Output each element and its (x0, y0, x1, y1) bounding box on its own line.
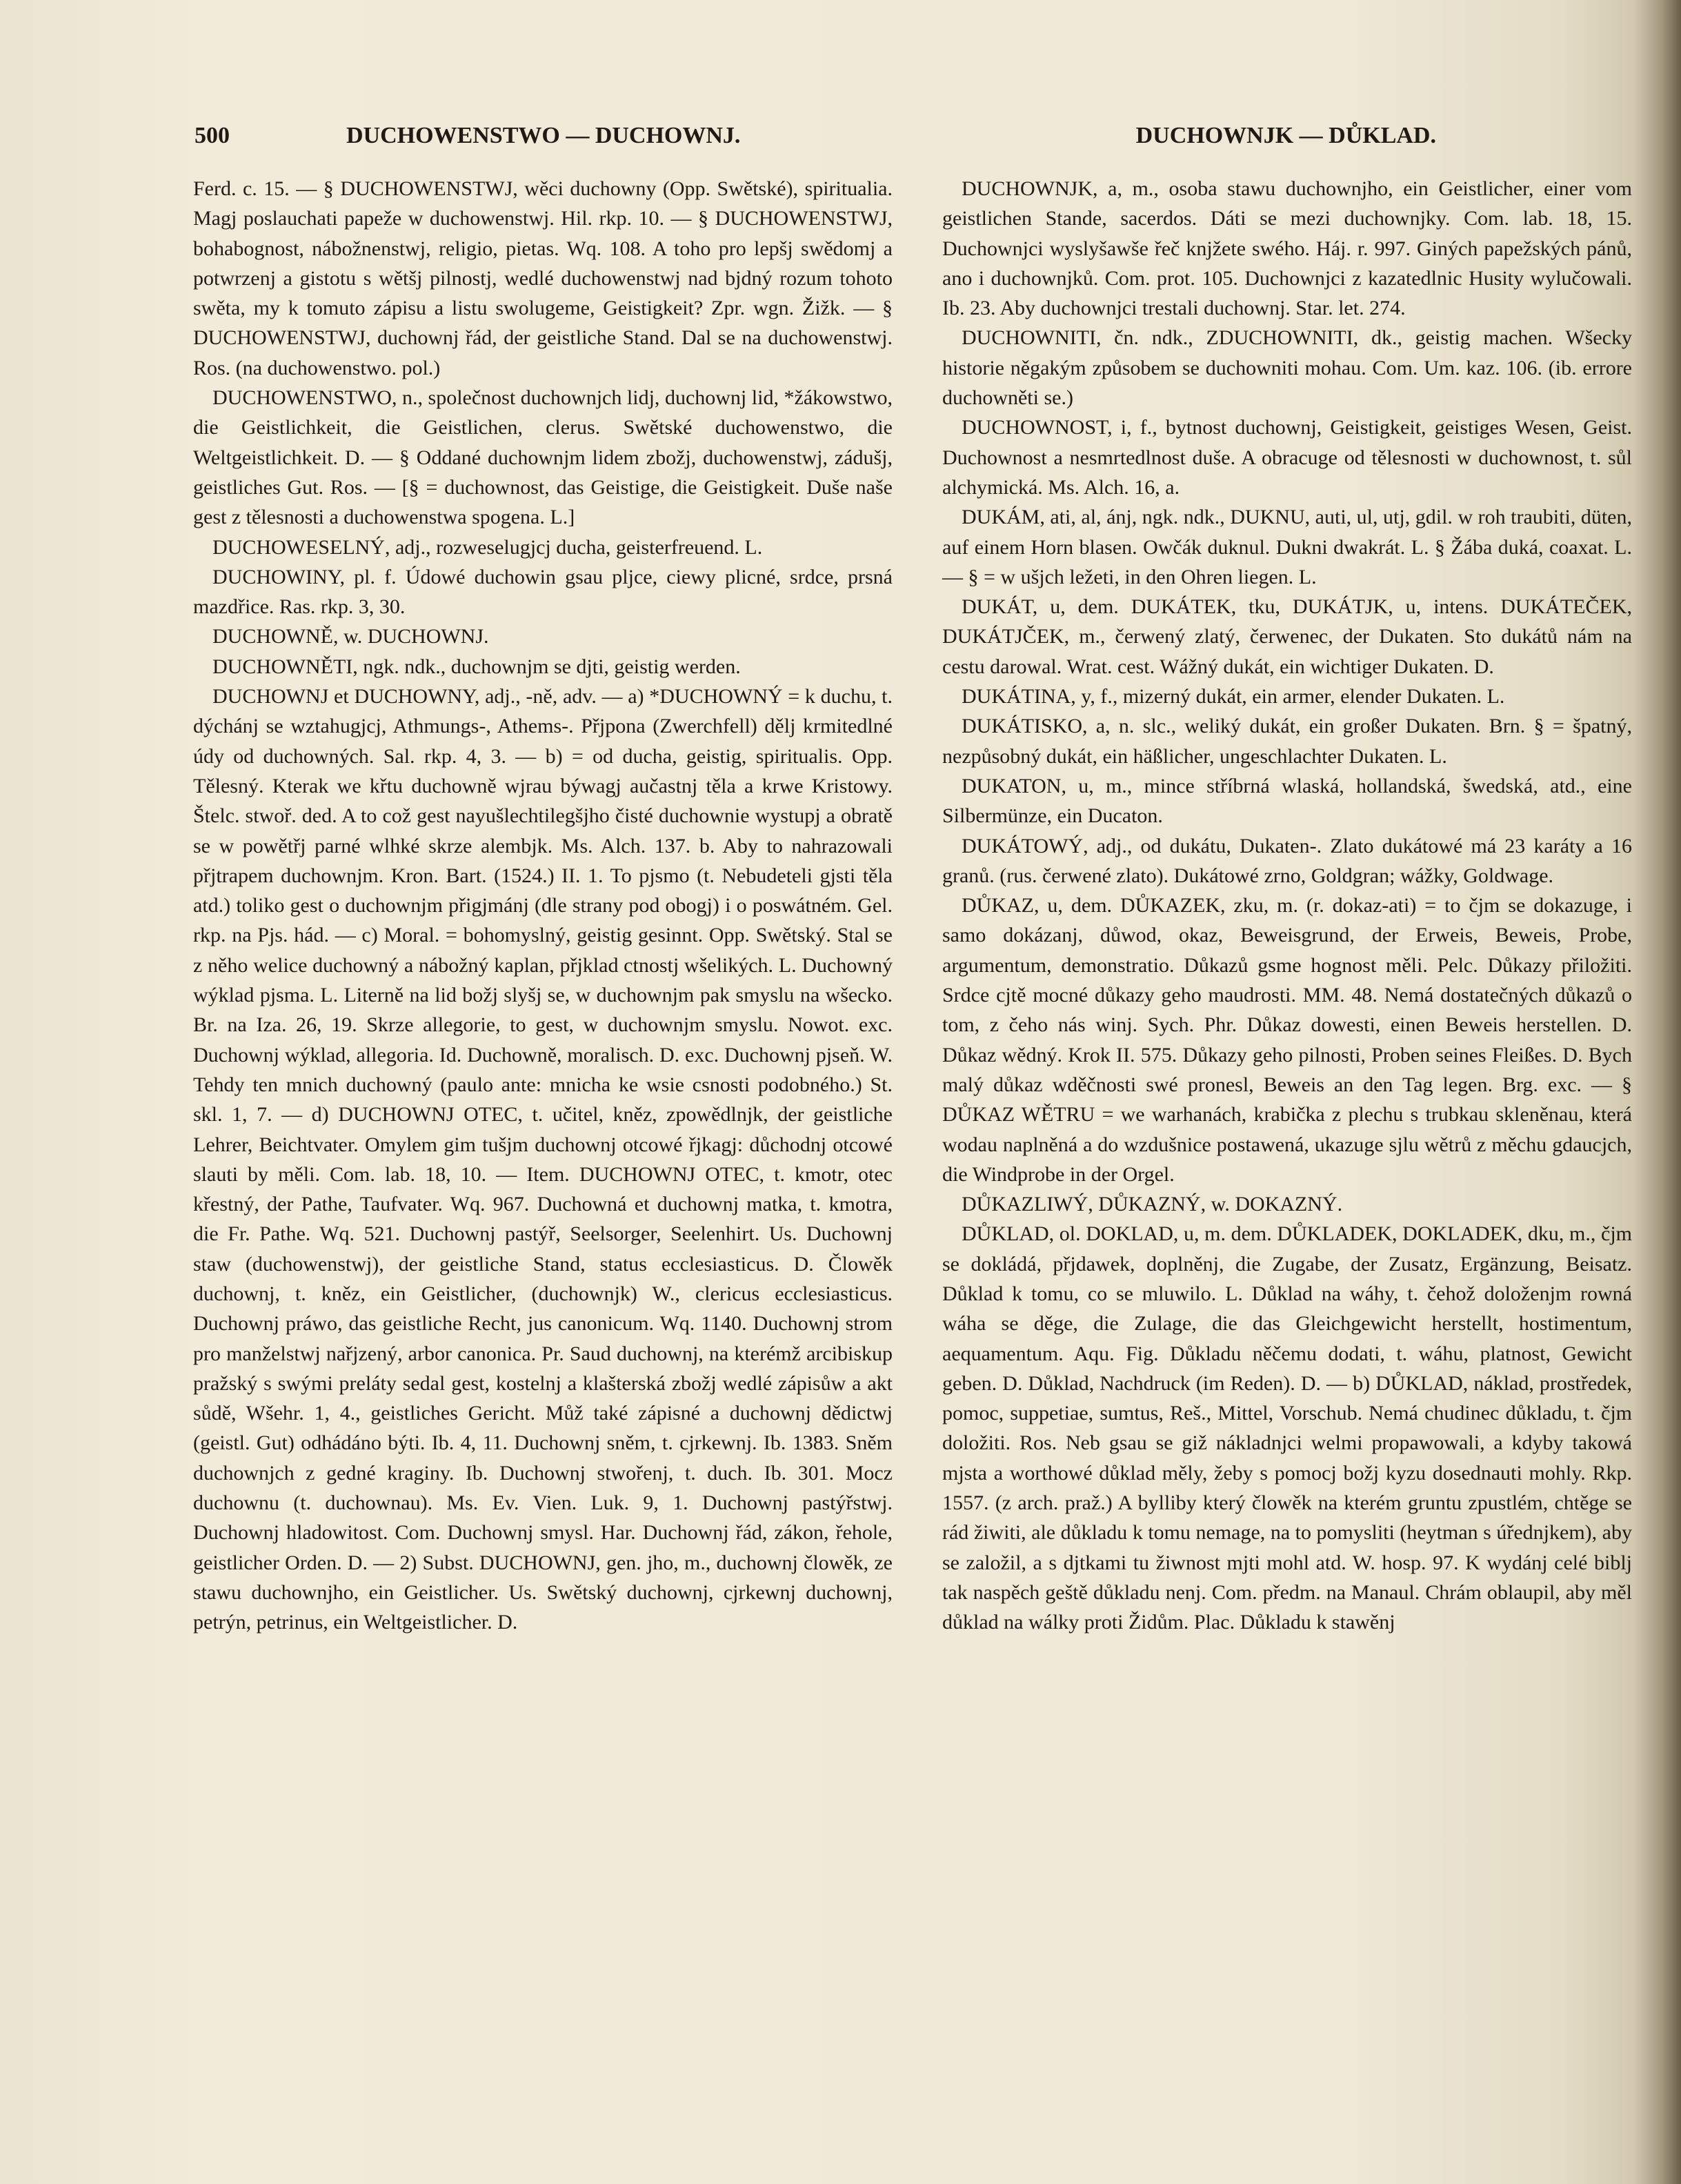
left-column (193, 174, 893, 1638)
dictionary-entry: DUCHOWNĚTI, ngk. ndk., duchownjm se djti, geistig werden. (212, 655, 741, 678)
dictionary-entry: DUCHOWESELNÝ, adj., rozweselugjcj ducha, geisterfreuend. L. (212, 535, 763, 559)
dictionary-entry: DUCHOWENSTWO, n., společnost duchownjch lidj, duchownj lid, *žákowstwo, die Geistlichkeit, die Geistlichen, clerus. Swětské duchowenstwo, die Weltgeistlichkeit. D. — § Oddané duchownjm lidem zbožj, duchowenstwj, zádušj, geistliches Gut. Ros. — [§ = duchownost, das Geistige, die Geistigkeit. Duše naše gest z tělesnosti a duchowenstwa spogena. L.] (193, 386, 893, 529)
dictionary-entry: DŮKAZ, u, dem. DŮKAZEK, zku, m. (r. dokaz-ati) = to čjm se dokazuge, i samo dokázanj, důwod, okaz, Beweisgrund, der Erweis, Beweis, Probe, argumentum, demonstratio. Důkazů gsme hognost měli. Pelc. Důkazy přiložiti. Srdce cjtě mocné důkazy geho maudrosti. MM. 48. Nemá dostatečných důkazů o tom, z čeho nás winj. Sych. Phr. Důkaz dowesti, einen Beweis herstellen. D. Důkaz wědný. Krok II. 575. Důkazy geho pilnosti, Proben seines Fleißes. D. Bych malý důkaz wděčnosti swé pronesl, Beweis an den Tag legen. Brg. exc. — § DŮKAZ WĚTRU = we warhanách, krabička z plechu s trubkau skleněnau, která wodau naplněná a do wzdušnice postawená, ukazuge sjlu wětrů z měchu gdaucjch, die Windprobe in der Orgel. (942, 894, 1632, 1186)
dictionary-entry: DUCHOWNĚ, w. DUCHOWNJ. (212, 625, 489, 648)
dictionary-entry: DŮKLAD, ol. DOKLAD, u, m. dem. DŮKLADEK, DOKLADEK, dku, m., čjm se dokládá, přjdawek, doplněnj, die Zugabe, der Zusatz, Ergänzung, Beisatz. Důklad k tomu, co se mluwilo. L. Důklad na wáhy, t. čehož doloženjm rowná wáha se děge, die Zulage, die das Gleichgewicht herstellt, hostimentum, aequamentum. Aqu. Fig. Důkladu něčemu dodati, t. wáhu, platnost, Gewicht geben. D. Důklad, Nachdruck (im Reden). D. — b) DŮKLAD, náklad, prostředek, pomoc, suppetiae, sumtus, Reš., Mittel, Vorschub. Nemá chudinec důkladu, t. čjm doložiti. Ros. Neb gsau se giž nákladnjci welmi propawowali, a kdyby takowá mjsta a worthowé důklad měly, žeby s pomocj božj kyzu dosednauti mohly. Rkp. 1557. (z arch. praž.) A bylliby který člowěk na kterém gruntu zpustlém, chtěge se rád žiwiti, ale důkladu k tomu nemage, na to pomysliti (heytman s úřednjkem), aby se založil, a s djtkami tu žiwnost mjti mohl atd. W. hosp. 97. K wydánj celé biblj tak naspěch geště důkladu nenj. Com. předm. na Manaul. Chrám oblaupil, aby měl důklad na wálky proti Židům. Plac. Důkladu k stawěnj (942, 1222, 1632, 1634)
dictionary-entry: Ferd. c. 15. — § DUCHOWENSTWJ, wěci duchowny (Opp. Swětské), spiritualia. Magj poslauchati papeže w duchowenstwj. Hil. rkp. 10. — § DUCHOWENSTWJ, bohabognost, nábožnenstwj, religio, pietas. Wq. 108. A toho pro lepšj swědomj a potwrzenj a gistotu s wětšj pilnostj, wedlé duchowenstwj nad bjdný rozum tohoto swěta, my k tomuto zápisu a listu swolugeme, Geistigkeit? Zpr. wgn. Žižk. — § DUCHOWENSTWJ, duchownj řád, der geistliche Stand. Dal se na duchowenstwj. Ros. (na duchowenstwo. pol.) (193, 177, 893, 379)
dictionary-entry: DUCHOWINY, pl. f. Údowé duchowin gsau pljce, ciewy plicné, srdce, prsná mazdřice. Ras. rkp. 3, 30. (193, 565, 893, 619)
dictionary-entry: DUKÁTINA, y, f., mizerný dukát, ein armer, elender Dukaten. L. (962, 685, 1505, 708)
page-header (195, 123, 1436, 157)
dictionary-entry: DŮKAZLIWÝ, DŮKAZNÝ, w. DOKAZNÝ. (962, 1193, 1343, 1216)
dictionary-entry: DUCHOWNOST, i, f., bytnost duchownj, Geistigkeit, geistiges Wesen, Geist. Duchownost a nesmrtedlnost duše. A obracuge od tělesnosti w duchownost, t. sůl alchymická. Ms. Alch. 16, a. (942, 416, 1632, 499)
dictionary-entry: DUKÁT, u, dem. DUKÁTEK, tku, DUKÁTJK, u, intens. DUKÁTEČEK, DUKÁTJČEK, m., čerwený zlatý, čerwenec, der Dukaten. Sto dukátů nám na cestu darowal. Wrat. cest. Wážný dukát, ein wichtiger Dukaten. D. (942, 595, 1632, 678)
dictionary-entry: DUCHOWNJ et DUCHOWNY, adj., -ně, adv. — a) *DUCHOWNÝ = k duchu, t. dýchánj se wztahugjcj, Athmungs-, Athems-. Přjpona (Zwerchfell) dělj krmitedlné údy od duchowných. Sal. rkp. 4, 3. — b) = od ducha, geistig, spiritualis. Opp. Tělesný. Kterak we křtu duchowně wjrau býwagj aučastnj těla a krwe Kristowy. Štelc. stwoř. ded. A to což gest nayušlechtilegšjho čisté duchownie wystupj a obratě se w powětřj parné wlhké skrze alembjk. Ms. Alch. 137. b. Aby to nahrazowali přjtrapem duchownjm. Kron. Bart. (1524.) II. 1. To pjsmo (t. Nebudeteli gjsti těla atd.) toliko gest o duchownjm přigjmánj (dle strany pod obogj) i o poswátném. Gel. rkp. na Pjs. hád. — c) Moral. = bohomyslný, geistig gesinnt. Opp. Swětský. Stal se z něho welice duchowný a nábožný kaplan, přjklad ctnostj wšelikých. L. Duchowný wýklad pjsma. L. Literně na lid božj slyšj se, w duchownjm pak smyslu na wšecko. Br. na Iza. 26, 19. Skrze allegorie, to gest, w duchownjm smyslu. Nowot. exc. Duchownj wýklad, allegoria. Id. Duchowně, moralisch. D. exc. Duchownj pjseň. W. Tehdy ten mnich duchowný (paulo ante: mnicha ke wsie csnosti podobného.) St. skl. 1, 7. — d) DUCHOWNJ OTEC, t. učitel, kněz, zpowědlnjk, der geistliche Lehrer, Beichtvater. Omylem gim tušjm duchownj otcowé řjkagj: důchodnj otcowé slauti by měli. Com. lab. 18, 10. — Item. DUCHOWNJ OTEC, t. kmotr, otec křestný, der Pathe, Taufvater. Wq. 967. Duchowná et duchownj matka, t. kmotra, die Fr. Pathe. Wq. 521. Duchownj pastýř, Seelsorger, Seelenhirt. Us. Duchownj staw (duchowenstwj), der geistliche Stand, status ecclesiasticus. D. Člowěk duchownj, t. kněz, ein Geistlicher, (duchownjk) W., clericus ecclesiasticus. Duchownj práwo, das geistliche Recht, jus canonicum. Wq. 1140. Duchownj strom pro manželstwj nařjzený, arbor canonica. Pr. Saud duchownj, na kterémž arcibiskup pražský s swými preláty sedal gest, kostelnj a klašterská zbožj wedlé zápisůw a akt sůdě, Wšehr. 1, 4., geistliches Gericht. Můž také zápisné a duchownj dědictwj (geistl. Gut) odhádáno býti. Ib. 4, 11. Duchownj sněm, t. cjrkewnj. Ib. 1383. Sněm duchownjch z gedné kraginy. Ib. Duchownj stwořenj, t. duch. Ib. 301. Mocz duchownu (t. duchownau). Ms. Ev. Vien. Luk. 9, 1. Duchownj pastýřstwj. Duchownj hladowitost. Com. Duchownj smysl. Har. Duchownj řád, zákon, řehole, geistlicher Orden. D. — 2) Subst. DUCHOWNJ, gen. jho, m., duchownj člowěk, ze stawu duchownjho, ein Geistlicher. Us. Swětský duchownj, cjrkewnj duchownj, petrýn, petrinus, ein Weltgeistlicher. D. (193, 685, 893, 1634)
page-number: 500 (195, 123, 230, 148)
dictionary-entry: DUKÁTISKO, a, n. slc., weliký dukát, ein großer Dukaten. Brn. § = špatný, nezpůsobný dukát, ein häßlicher, ungeschlachter Dukaten. L. (942, 715, 1632, 768)
running-head-left: DUCHOWENSTWO — DUCHOWNJ. (346, 123, 741, 148)
dictionary-entry: DUCHOWNJK, a, m., osoba stawu duchownjho, ein Geistlicher, einer vom geistlichen Stande, sacerdos. Dáti se mezi duchownjky. Com. lab. 18, 15. Duchownjci wyslyšawše řeč knjžete swého. Háj. r. 997. Giných papežských pánů, ano i duchownjků. Com. prot. 105. Duchownjci z kazatedlnic Husity wylučowali. Ib. 23. Aby duchownjci trestali duchownj. Star. let. 274. (942, 177, 1632, 320)
book-spine-shadow (1633, 0, 1681, 2184)
dictionary-entry: DUKATON, u, m., mince stříbrná wlaská, hollandská, šwedská, atd., eine Silbermünze, ein Ducaton. (942, 774, 1632, 828)
dictionary-entry: DUKÁM, ati, al, ánj, ngk. ndk., DUKNU, auti, ul, utj, gdil. w roh traubiti, düten, auf einem Horn blasen. Owčák duknul. Dukni dwakrát. L. § Žába duká, coaxat. L. — § = w ušjch ležeti, in den Ohren liegen. L. (942, 506, 1632, 588)
running-head-right: DUCHOWNJK — DŮKLAD. (1135, 123, 1436, 148)
dictionary-entry: DUCHOWNITI, čn. ndk., ZDUCHOWNITI, dk., geistig machen. Wšecky historie něgakým způsobem se duchowniti mohau. Com. Um. kaz. 106. (ib. errore duchowněti se.) (942, 326, 1632, 410)
dictionary-entry: DUKÁTOWÝ, adj., od dukátu, Dukaten-. Zlato dukátowé má 23 karáty a 16 granů. (rus. čerwené zlato). Dukátowé zrno, Goldgran; wážky, Goldwage. (942, 834, 1632, 887)
right-column (942, 174, 1632, 1638)
